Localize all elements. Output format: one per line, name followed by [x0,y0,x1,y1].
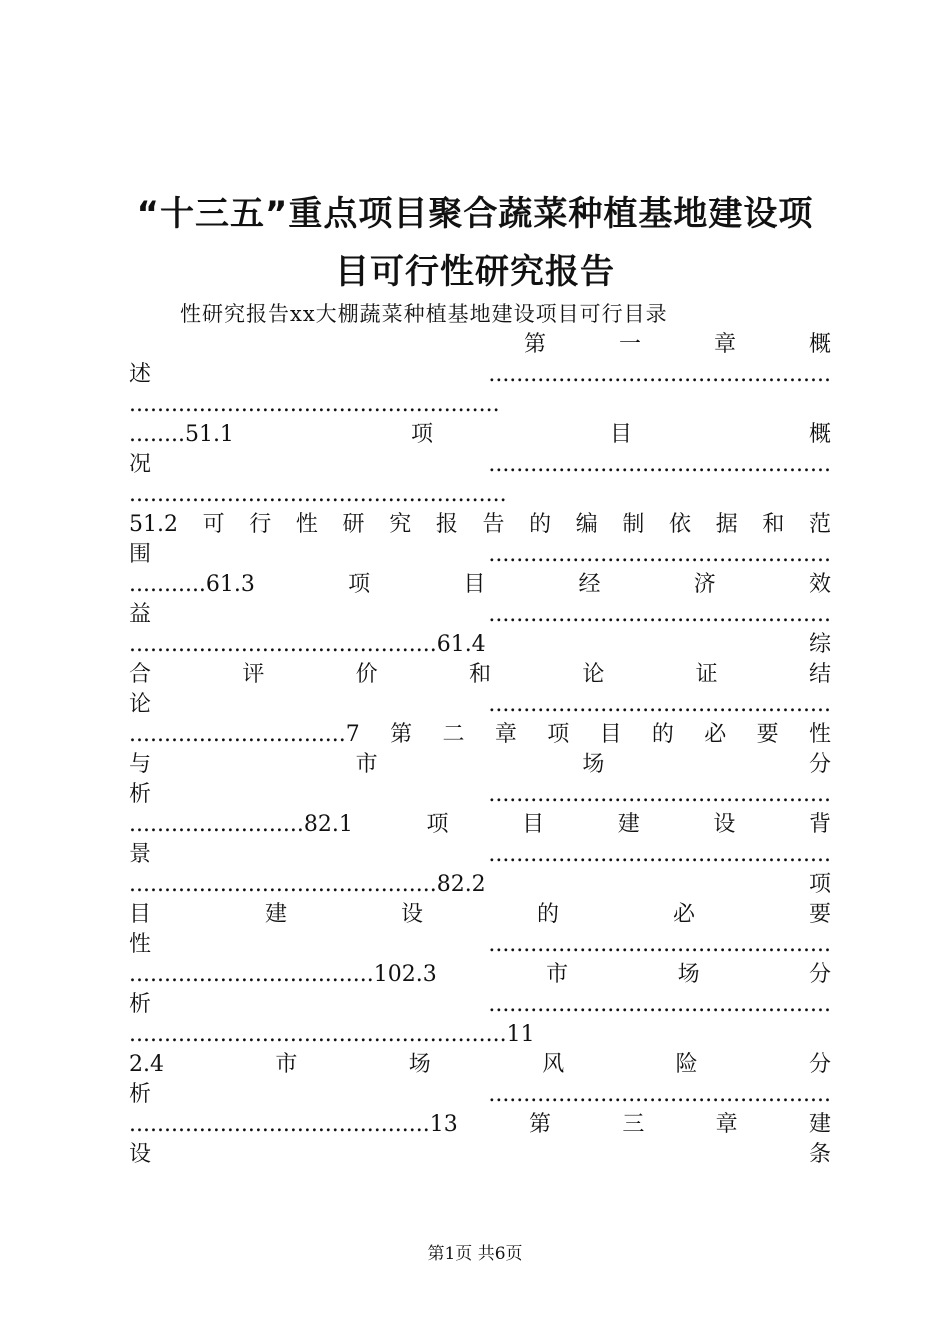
toc-line: 合 评 价 和 论 证 结 [129,662,831,687]
toc-line: 析................................................. [129,992,831,1017]
toc-line: ...........................................13第三章建 [129,1112,831,1137]
table-of-contents [129,330,831,1170]
toc-line: ............................................82.2 项 [129,872,831,897]
toc-line: .........................82.1 项 目 建 设 背 [129,812,831,837]
toc-line: 围................................................. [129,542,831,567]
page-footer: 第1页 共6页 [427,1244,523,1264]
toc-line: ...................................102.3 市 场 分 [129,962,831,987]
toc-line: 况................................................. [129,452,831,477]
toc-line: 第 一 章 概 [524,332,831,357]
toc-line: ..................................................... [129,392,500,417]
toc-line: ......................................................11 [129,1022,535,1047]
toc-line: ...................................................... [129,482,507,507]
toc-line: 析................................................. [129,782,831,807]
toc-line: 51.2 可 行 性 研 究 报 告 的 编 制 依 据 和 范 [129,512,831,537]
toc-line: ...............................7第二章项目的必要性 [129,722,831,747]
toc-line: 析................................................. [129,1082,831,1107]
toc-line: 目 建 设 的 必 要 [129,902,831,927]
toc-line: ............................................61.4 综 [129,632,831,657]
toc-line: 述................................................. [129,362,831,387]
toc-line: 论................................................. [129,692,831,717]
toc-line: 益................................................. [129,602,831,627]
toc-line: 景................................................. [129,842,831,867]
document-subtitle: 性研究报告xx大棚蔬菜种植基地建设项目可行目录 [180,302,668,326]
toc-line: 与 市 场 分 [129,752,831,777]
toc-line: 2.4 市 场 风 险 分 [129,1052,831,1077]
toc-line: ........51.1 项 目 概 [129,422,831,447]
toc-line: 设 条 [129,1142,831,1167]
document-title-line-2: 目可行性研究报告 [335,252,615,292]
toc-line: ...........61.3 项 目 经 济 效 [129,572,831,597]
document-title-line-1: “十三五”重点项目聚合蔬菜种植基地建设项 [136,194,814,234]
toc-line: 性................................................. [129,932,831,957]
